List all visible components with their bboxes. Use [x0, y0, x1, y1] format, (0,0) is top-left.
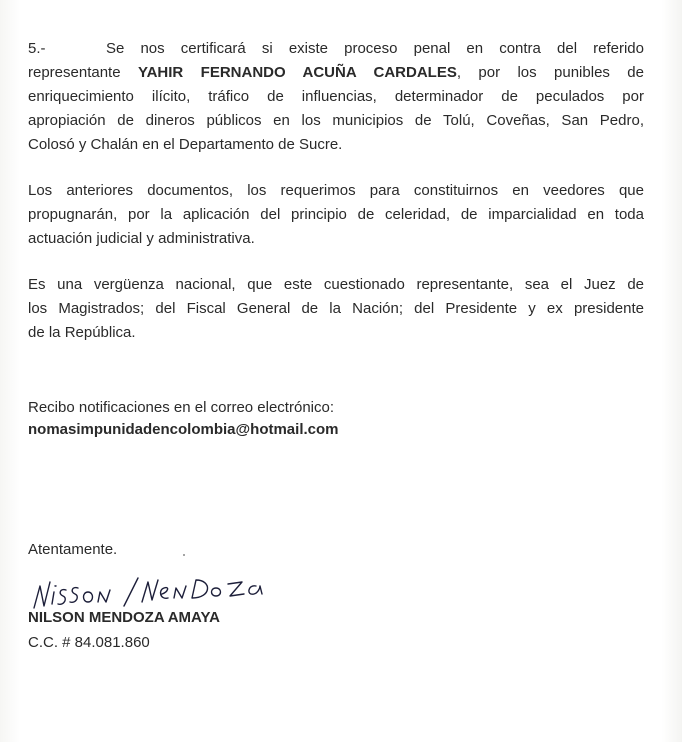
signatory-id: C.C. # 84.081.860	[28, 634, 150, 651]
point-number: 5.-	[28, 40, 46, 57]
para2-line-2: propugnarán, por la aplicación del principio de celeridad, de imparcialidad en toda	[28, 206, 644, 223]
point-5-line-1: 5.- Se nos certificará si existe proceso penal en contra del referido	[28, 37, 644, 61]
signatory-name: NILSON MENDOZA AMAYA	[28, 609, 220, 626]
point-5-line-3: enriquecimiento ilícito, tráfico de influencias, determinador de peculados por	[28, 88, 644, 105]
point-5-line-5: Colosó y Chalán en el Departamento de Sucre.	[28, 136, 343, 153]
representative-name: YAHIR FERNANDO ACUÑA CARDALES	[137, 64, 457, 81]
paragraph-shame	[28, 273, 644, 345]
point-5-line-4: apropiación de dineros públicos en los municipios de Tolú, Coveñas, San Pedro,	[28, 112, 644, 129]
notifications-email: nomasimpunidadencolombia@hotmail.com	[28, 421, 339, 438]
point-5-line-2: representante YAHIR FERNANDO ACUÑA CARDALES, por los punibles de	[28, 64, 644, 81]
notifications-label: Recibo notificaciones en el correo electrónico:	[28, 399, 334, 416]
paragraph-documents	[28, 179, 644, 251]
paragraph-point-5	[28, 37, 644, 157]
para3-line-2: los Magistrados; del Fiscal General de la Nación; del Presidente y ex presidente	[28, 300, 644, 317]
para3-line-3: de la República.	[28, 324, 136, 341]
para3-line-1: Es una vergüenza nacional, que este cuestionado representante, sea el Juez de	[28, 276, 644, 293]
para2-line-1: Los anteriores documentos, los requerimos para constituirnos en veedores que	[28, 182, 644, 199]
closing-salutation: Atentamente.	[28, 541, 118, 558]
para2-line-3: actuación judicial y administrativa.	[28, 230, 255, 247]
scan-speck	[183, 554, 185, 556]
